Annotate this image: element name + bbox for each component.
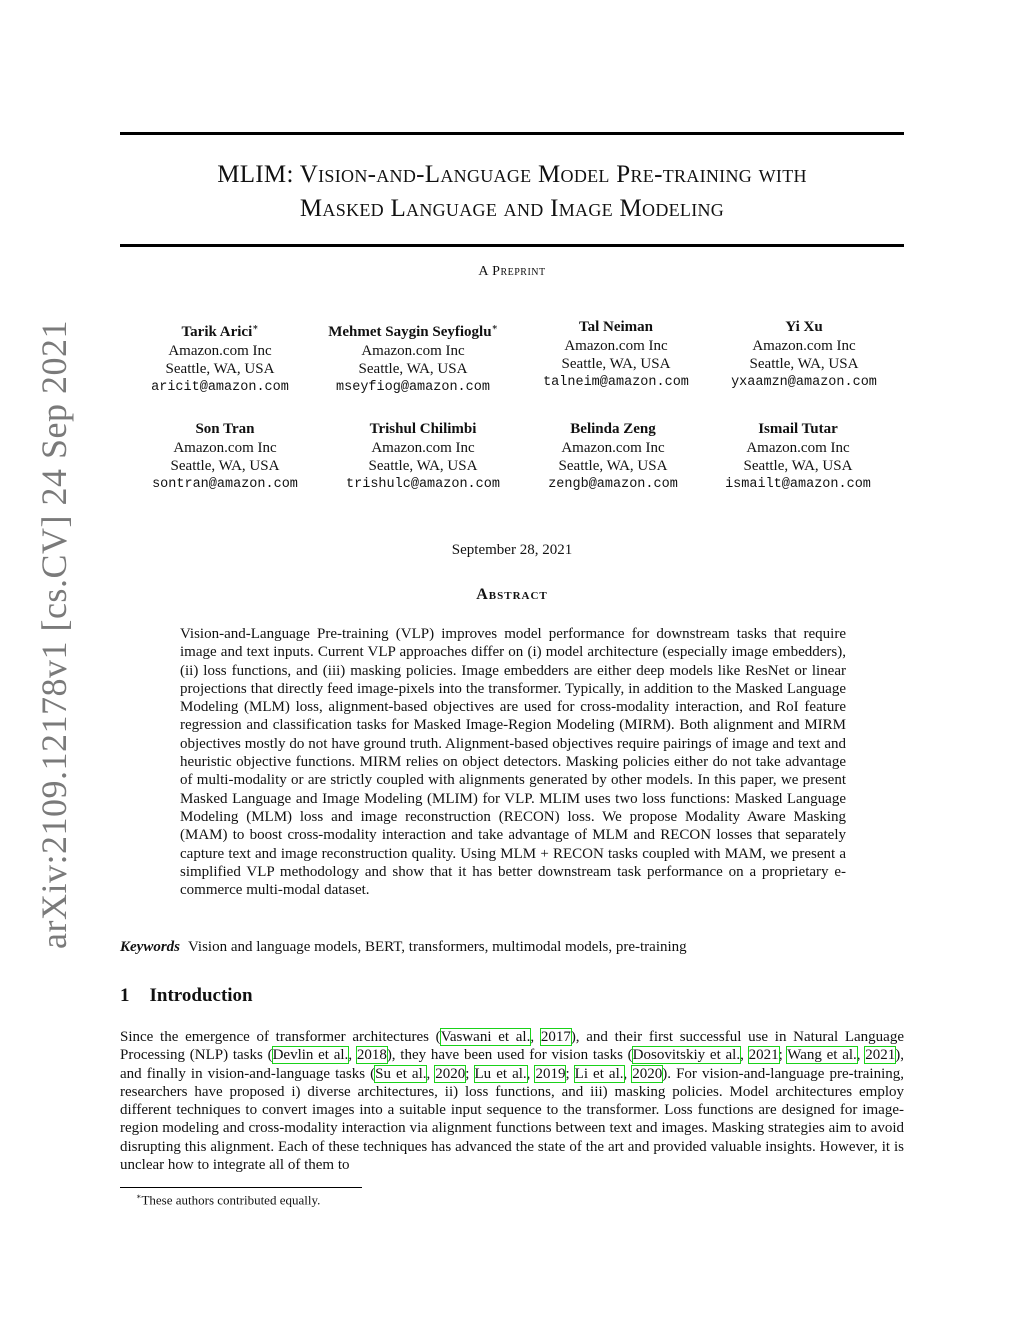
citation-link[interactable]: Wang et al.: [787, 1047, 857, 1064]
citation-link[interactable]: 2019: [535, 1065, 566, 1082]
abstract-text: Vision-and-Language Pre-training (VLP) improves model performance for downstream tasks that require image and text inputs. Current VLP approaches differ on (i) model architecture (especially image embedders), (ii) loss functions, and (iii) masking policies. Image embedders are either deep models like ResNet or linear projections that directly feed image-pixels into the transformer. Typically, in addition to the Masked Language Modeling (MLM) loss, alignment-based objectives are used for cross-modality interaction, and RoI feature regression and classification tasks for Masked Image-Region Modeling (MIRM). Both alignment and MIRM objectives mostly do not have ground truth. Alignment-based objectives require pairings of image and text and heuristic objective functions. MIRM relies on object detectors. Masking policies either do not take advantage of multi-modality or are strictly coupled with alignments generated by other models. In this paper, we present Masked Language and Image Modeling (MLIM) for VLP. MLIM uses two loss functions: Masked Language Modeling (MLM) loss and image reconstruction (RECON) loss. We propose Modality Aware Masking (MAM) to boost cross-modality interaction and take advantage of MLM and RECON losses that separately capture text and image reconstruction quality. Using MLM + RECON tasks coupled with MAM, we present a simplified VLP methodology and show that it has better downstream task performance on a proprietary e-commerce multi-modal dataset.: [180, 626, 846, 899]
section-number: 1: [120, 985, 130, 1006]
author-location: Seattle, WA, USA: [165, 361, 275, 377]
citation-link[interactable]: Dosovitskiy et al.: [632, 1047, 741, 1064]
author-name: Trishul Chilimbi: [369, 421, 477, 437]
footnote-rule: [120, 1187, 362, 1188]
citation-link[interactable]: Li et al.: [574, 1065, 624, 1082]
author-location: Seattle, WA, USA: [749, 356, 859, 372]
author-org: Amazon.com Inc: [561, 439, 665, 456]
author-org: Amazon.com Inc: [168, 342, 272, 359]
title-line-2: Masked Language and Image Modeling: [299, 195, 725, 222]
author-block: [125, 420, 325, 494]
author-org: Amazon.com Inc: [746, 439, 850, 456]
author-email[interactable]: yxaamzn@amazon.com: [731, 374, 877, 390]
intro-paragraph: Since the emergence of transformer architectures (Vaswani et al., 2017), and their first successful use in Natural Language Processing (NLP) tasks (Devlin et al., 2018), they have been used for vision tasks (Dosovitskiy et al., 2021; Wang et al., 2021), and finally in vision-and-language tasks (Su et al., 2020; Lu et al., 2019; Li et al., 2020). For vision-and-language pre-training, researchers have proposed i) diverse architectures, ii) loss functions, and iii) masking policies. Model architectures employ different techniques to convert images into a suitable input sequence to the transformer. Loss functions are designed for image-region modeling and cross-modality interaction via alignment functions between text and images. Masking strategies aim to avoid disrupting this alignment. Each of these techniques has advanced the state of the art and provided valuable insights. However, it is unclear how to integrate all of them to: [120, 1029, 905, 1174]
author-block: [120, 318, 320, 397]
author-name: Yi Xu: [785, 319, 823, 335]
title-rule-bottom: [120, 244, 904, 247]
arxiv-side-stamp: arXiv:2109.12178v1 [cs.CV] 24 Sep 2021: [34, 320, 74, 949]
author-email[interactable]: zengb@amazon.com: [548, 476, 678, 492]
author-location: Seattle, WA, USA: [561, 356, 671, 372]
author-email[interactable]: talneim@amazon.com: [543, 374, 689, 390]
author-location: Seattle, WA, USA: [170, 458, 280, 474]
author-block: [513, 420, 713, 494]
author-email[interactable]: trishulc@amazon.com: [346, 476, 500, 492]
author-location: Seattle, WA, USA: [368, 458, 478, 474]
citation-link[interactable]: Lu et al.: [474, 1065, 527, 1082]
author-name: Tarik Arici∗: [181, 322, 259, 340]
citation-link[interactable]: Devlin et al.: [272, 1047, 349, 1064]
author-block: [704, 318, 904, 392]
author-location: Seattle, WA, USA: [358, 361, 468, 377]
author-email[interactable]: aricit@amazon.com: [151, 379, 289, 395]
author-email[interactable]: mseyfiog@amazon.com: [336, 379, 490, 395]
author-email[interactable]: sontran@amazon.com: [152, 476, 298, 492]
keywords-line: [120, 938, 904, 956]
author-name: Tal Neiman: [578, 319, 654, 335]
citation-link[interactable]: 2020: [632, 1065, 663, 1082]
title-line-1: MLIM: Vision-and-Language Model Pre-training with: [217, 161, 807, 188]
author-block: [313, 318, 513, 397]
author-location: Seattle, WA, USA: [558, 458, 668, 474]
title-rule-top: [120, 132, 904, 135]
section-heading: [120, 985, 253, 1007]
keywords-label: Keywords: [120, 939, 180, 955]
author-name: Belinda Zeng: [570, 421, 656, 437]
author-email[interactable]: ismailt@amazon.com: [725, 476, 871, 492]
abstract-heading: Abstract: [476, 586, 548, 603]
paper-title: [100, 158, 924, 226]
keywords-text: Vision and language models, BERT, transformers, multimodal models, pre-training: [188, 939, 687, 955]
citation-link[interactable]: Su et al.: [375, 1065, 427, 1082]
citation-link[interactable]: 2018: [356, 1047, 387, 1064]
citation-link[interactable]: Vaswani et al.: [440, 1029, 531, 1045]
author-name: Son Tran: [195, 421, 255, 437]
author-org: Amazon.com Inc: [564, 337, 668, 354]
citation-link[interactable]: 2020: [435, 1065, 466, 1082]
author-org: Amazon.com Inc: [173, 439, 277, 456]
author-org: Amazon.com Inc: [752, 337, 856, 354]
author-block: [323, 420, 523, 494]
section-title: Introduction: [149, 985, 253, 1006]
citation-link[interactable]: 2017: [540, 1029, 571, 1045]
citation-link[interactable]: 2021: [748, 1047, 779, 1064]
preprint-label: A Preprint: [478, 264, 546, 279]
author-org: Amazon.com Inc: [361, 342, 465, 359]
author-block: [698, 420, 898, 494]
author-block: [516, 318, 716, 392]
author-name: Mehmet Saygin Seyfioglu∗: [328, 322, 498, 340]
author-location: Seattle, WA, USA: [743, 458, 853, 474]
author-name: Ismail Tutar: [758, 421, 838, 437]
footnote: ∗These authors contributed equally.: [136, 1192, 321, 1208]
citation-link[interactable]: 2021: [865, 1047, 896, 1064]
paper-date: September 28, 2021: [451, 542, 573, 558]
author-org: Amazon.com Inc: [371, 439, 475, 456]
